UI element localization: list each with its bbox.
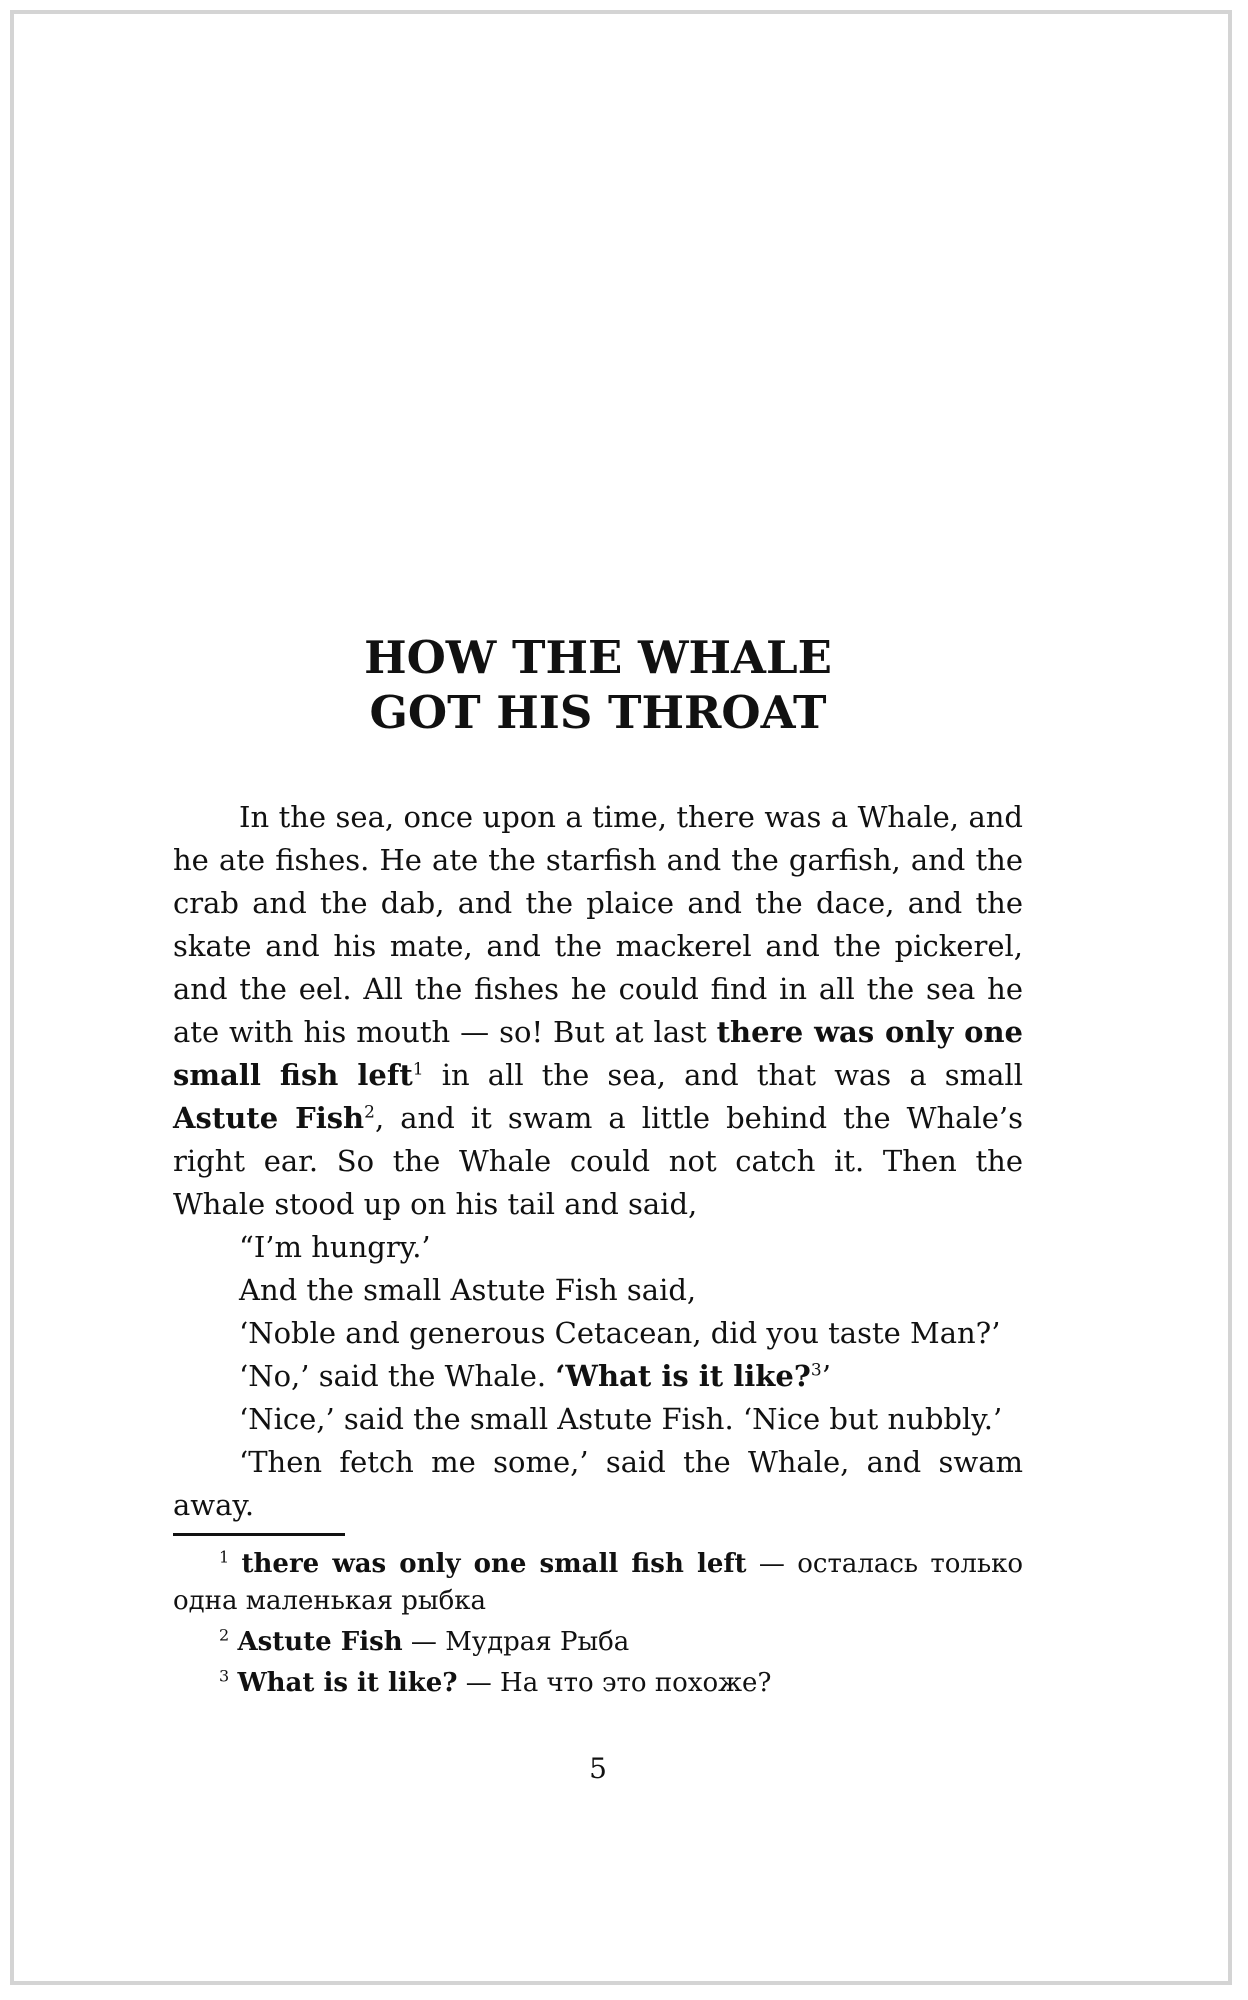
dialogue-line-end: away. — [173, 1488, 255, 1522]
story-body — [173, 796, 1023, 1527]
footnote-separator: — — [402, 1627, 446, 1657]
footnote-translation: Мудрая Рыба — [445, 1627, 630, 1657]
dialogue-text: ‘No,’ said the Whale. — [239, 1359, 556, 1393]
footnote-1 — [173, 1546, 1023, 1620]
footnotes — [173, 1546, 1023, 1702]
dialogue-line: “I’m hungry.’ — [239, 1230, 431, 1264]
footnote-term: there was only one small fish left — [241, 1549, 747, 1579]
footnote-separator: — — [457, 1668, 501, 1698]
dialogue-line — [173, 1355, 1023, 1398]
glossed-phrase-3: ‘What is it like? — [555, 1359, 811, 1393]
footnote-number: 1 — [219, 1547, 230, 1567]
footnote-3 — [173, 1665, 1023, 1702]
page-content — [173, 630, 1023, 1785]
dialogue-line: ‘Noble and generous Cetacean, did you taste Man?’ — [239, 1316, 1001, 1350]
footnote-term: What is it like? — [237, 1668, 458, 1698]
footnote-ref-1: 1 — [412, 1059, 424, 1080]
paragraph-text: In the sea, once upon a time, there was a Whale, and he ate fishes. He ate the starfish and the garfish, and the crab and the dab, and the plaice and the dace, and the skate and his mate, and the mackerel and the pickerel, and the eel. All the fishes he could find in all the sea he ate with his mouth — so! But at last — [173, 800, 1023, 1049]
footnote-translation: осталась только одна маленькая рыбка — [173, 1549, 1024, 1616]
chapter-title-line-1: HOW THE WHALE — [364, 631, 832, 684]
footnote-separator: — — [746, 1549, 798, 1579]
footnote-number: 2 — [219, 1625, 230, 1645]
page-number: 5 — [589, 1752, 607, 1785]
footnote-ref-3: 3 — [810, 1360, 822, 1381]
dialogue-text: ’ — [821, 1359, 831, 1393]
footnote-ref-2: 2 — [364, 1102, 375, 1123]
footnote-translation: На что это похоже? — [500, 1668, 772, 1698]
glossed-phrase-1: there was only one small fish left — [173, 1015, 1023, 1092]
dialogue-line: ‘Then fetch me some,’ said the Whale, and swam — [239, 1445, 1023, 1479]
footnote-2 — [173, 1624, 1023, 1661]
narration-line: And the small Astute Fish said, — [239, 1273, 697, 1307]
dialogue-line: ‘Nice,’ said the small Astute Fish. ‘Nice but nubbly.’ — [239, 1402, 1003, 1436]
footnote-divider — [173, 1533, 345, 1536]
paragraph-text: , and it swam a little behind the Whale’s right ear. So the Whale could not catch it. Then the Whale stood up on his tail and said, — [173, 1101, 1023, 1221]
footnote-number: 3 — [219, 1666, 230, 1686]
chapter-title-line-2: GOT HIS THROAT — [369, 686, 827, 739]
paragraph-text: in all the sea, and that was a small — [423, 1058, 1023, 1092]
opening-paragraph — [173, 796, 1023, 1226]
glossed-phrase-2: Astute Fish — [173, 1101, 365, 1135]
footnote-term: Astute Fish — [237, 1627, 403, 1657]
chapter-title — [173, 630, 1023, 740]
